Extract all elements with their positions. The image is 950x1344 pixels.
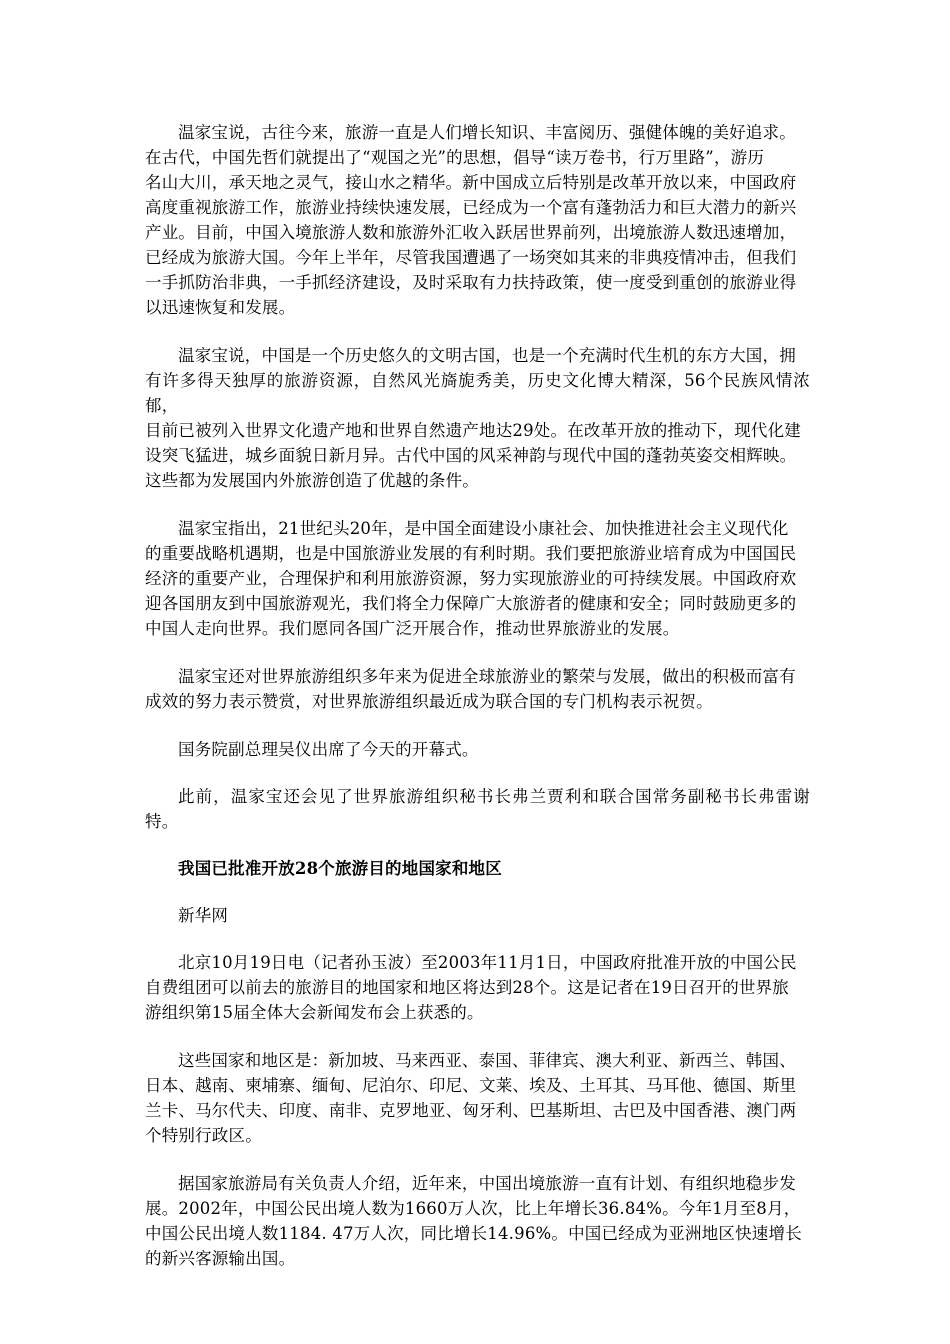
article-body [145, 120, 810, 1294]
paragraph-outbound-stats: 据国家旅游局有关负责人介绍，近年来，中国出境旅游一直有计划、有组织地稳步发 展。2002年，中国公民出境人数为1660万人次，比上年增长36.84%。今年1月至8月， 中国公民出境人数1184. 47万人次，同比增长14.96%。中国已经成为亚洲地区快速增长 的新兴客源输出国。 [145, 1174, 802, 1268]
paragraph-country-list: 这些国家和地区是：新加坡、马来西亚、泰国、菲律宾、澳大利亚、新西兰、韩国、 日本、越南、柬埔寨、缅甸、尼泊尔、印尼、文莱、埃及、土耳其、马耳他、德国、斯里 兰卡、马尔代夫、印度、南非、克罗地亚、匈牙利、巴基斯坦、古巴及中国香港、澳门两 个特别行政区。 [145, 1051, 797, 1145]
paragraph-strategic-period: 温家宝指出，21世纪头20年，是中国全面建设小康社会、加快推进社会主义现代化 的重要战略机遇期，也是中国旅游业发展的有利时期。我们要把旅游业培育成为中国国民 经济的重要产业，合理保护和利用旅游资源，努力实现旅游业的可持续发展。中国政府欢 迎各国朋友到中国旅游观光，我们将全力保障广大旅游者的健康和安全；同时鼓励更多的 中国人走向世界。我们愿同各国广泛开展合作，推动世界旅游业的发展。 [145, 519, 797, 638]
paragraph-civilization: 温家宝说，中国是一个历史悠久的文明古国，也是一个充满时代生机的东方大国，拥 有许多得天独厚的旅游资源，自然风光旖旎秀美，历史文化博大精深，56个民族风情浓郁， 目前已被列入世界文化遗产地和世界自然遗产地达29处。在改革开放的推动下，现代化建 设突飞猛进，城乡面貌日新月异。古代中国的风采神韵与现代中国的蓬勃英姿交相辉映。 这些都为发展国内外旅游创造了优越的条件。 [145, 346, 810, 490]
news-source: 新华网 [178, 906, 229, 925]
paragraph-tourism-pursuit: 温家宝说，古往今来，旅游一直是人们增长知识、丰富阅历、强健体魄的美好追求。 在古代，中国先哲们就提出了“观国之光”的思想，倡导“读万卷书，行万里路”，游历 名山大川，承天地之灵气，接山水之精华。新中国成立后特别是改革开放以来，中国政府 高度重视旅游工作，旅游业持续快速发展，已经成为一个富有蓬勃活力和巨大潜力的新兴 产业。目前，中国入境旅游人数和旅游外汇收入跃居世界前列，出境旅游人数迅速增加， 已经成为旅游大国。今年上半年，尽管我国遭遇了一场突如其来的非典疫情冲击，但我们 一手抓防治非典，一手抓经济建设，及时采取有力扶持政策，使一度受到重创的旅游业得 以迅速恢复和发展。 [145, 123, 797, 317]
paragraph-wu-yi: 国务院副总理吴仪出席了今天的开幕式。 [178, 740, 479, 759]
news-heading: 我国已批准开放28个旅游目的地国家和地区 [178, 859, 502, 878]
paragraph-news-dateline: 北京10月19日电（记者孙玉波）至2003年11月1日，中国政府批准开放的中国公民 自费组团可以前去的旅游目的地国家和地区将达到28个。这是记者在19日召开的世界旅 游组织第15届全体大会新闻发布会上获悉的。 [145, 953, 797, 1022]
paragraph-meeting: 此前，温家宝还会见了世界旅游组织秘书长弗兰贾利和联合国常务副秘书长弗雷谢特。 [145, 787, 810, 831]
paragraph-wto-praise: 温家宝还对世界旅游组织多年来为促进全球旅游业的繁荣与发展，做出的积极而富有 成效的努力表示赞赏，对世界旅游组织最近成为联合国的专门机构表示祝贺。 [145, 667, 796, 711]
